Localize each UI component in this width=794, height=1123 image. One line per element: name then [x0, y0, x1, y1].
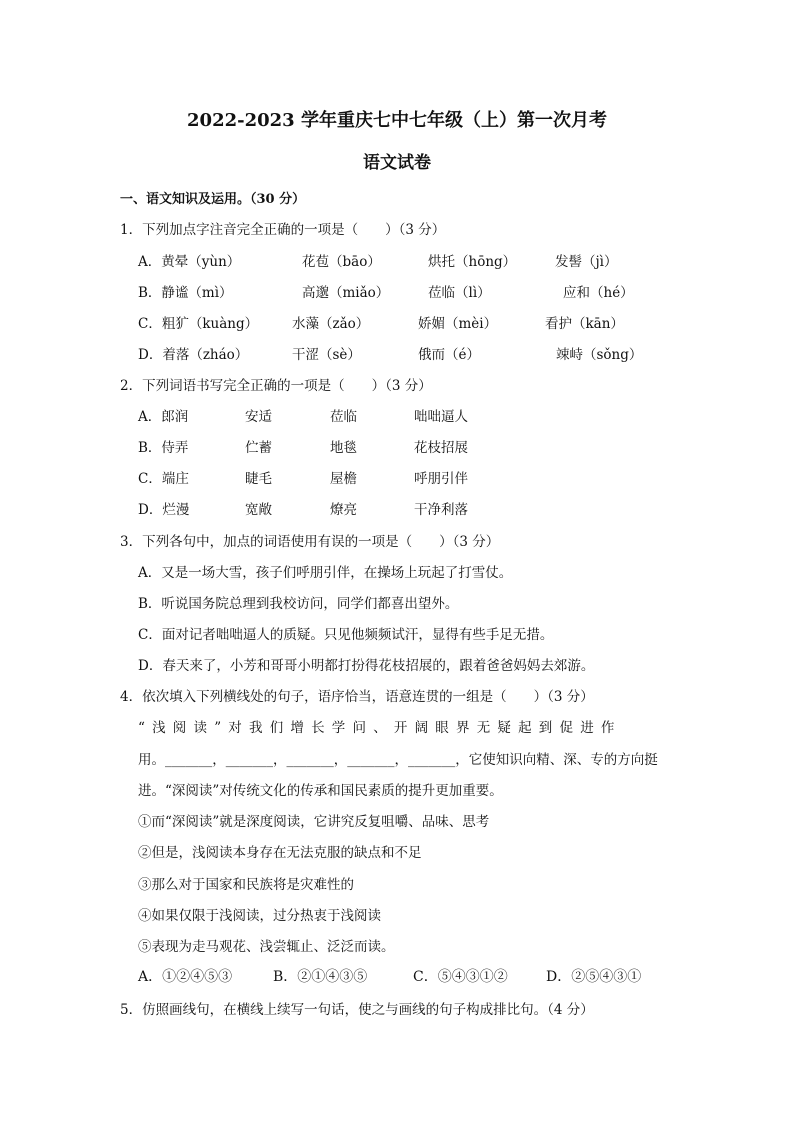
q2-option-b-2: 伫蓄	[245, 440, 272, 456]
q1-option-d-2: 干涩（sè）	[292, 347, 361, 363]
q2-option-c-4: 呼朋引伴	[414, 471, 468, 487]
q2-option-a-2: 安适	[245, 409, 272, 425]
q2-option-c-3: 屋檐	[330, 471, 357, 487]
q1-option-d-3: 俄而（é）	[418, 347, 480, 363]
q4-item-3: ③那么对于国家和民族将是灾难性的	[138, 877, 354, 893]
question-3-stem: 3．下列各句中，加点的词语使用有误的一项是（ ）（3 分）	[120, 534, 500, 550]
q4-choice-a: A．①②④⑤③	[138, 969, 233, 985]
q2-option-a-1: A．郎润	[138, 409, 189, 425]
q1-option-a-4: 发髻（jì）	[555, 254, 618, 270]
q1-option-c-3: 娇媚（mèi）	[418, 316, 498, 332]
q4-passage-line-1: “浅阅读”对我们增长学问、开阔眼界无疑起到促进作	[138, 720, 622, 736]
q4-choice-c: C．⑤④③①②	[413, 969, 508, 985]
q4-choice-b: B．②①④③⑤	[273, 969, 368, 985]
q1-option-b-4: 应和（hé）	[563, 285, 634, 301]
q2-option-d-3: 燎亮	[330, 502, 357, 518]
q4-item-4: ④如果仅限于浅阅读，过分热衷于浅阅读	[138, 908, 381, 924]
q2-option-a-3: 莅临	[330, 409, 357, 425]
q2-option-b-3: 地毯	[330, 440, 357, 456]
question-1-stem: 1．下列加点字注音完全正确的一项是（ ）（3 分）	[120, 222, 446, 238]
q2-option-b-4: 花枝招展	[414, 440, 468, 456]
q3-option-b: B．听说国务院总理到我校访问，同学们都喜出望外。	[138, 596, 459, 612]
q1-option-b-2: 高邈（miǎo）	[302, 285, 390, 301]
q1-option-a-2: 花苞（bāo）	[302, 254, 381, 270]
exam-title: 2022-2023 学年重庆七中七年级（上）第一次月考	[187, 110, 607, 131]
q1-option-b-1: B．静谧（mì）	[138, 285, 233, 301]
q2-option-c-2: 睫毛	[245, 471, 272, 487]
q1-option-d-4: 竦峙（sǒng）	[556, 347, 643, 363]
q2-option-b-1: B．侍弄	[138, 440, 189, 456]
q4-choice-d: D．②⑤④③①	[546, 969, 642, 985]
q2-option-d-2: 宽敞	[245, 502, 272, 518]
question-4-stem: 4．依次填入下列横线处的句子，语序恰当，语意连贯的一组是（ ）（3 分）	[120, 689, 594, 705]
q1-option-c-4: 看护（kān）	[545, 316, 624, 332]
q4-item-2: ②但是，浅阅读本身存在无法克服的缺点和不足	[138, 845, 422, 861]
q2-option-a-4: 咄咄逼人	[414, 409, 468, 425]
q2-option-d-1: D．烂漫	[138, 502, 190, 518]
question-5-stem: 5．仿照画线句，在横线上续写一句话，使之与画线的句子构成排比句。（4 分）	[120, 1002, 594, 1018]
q3-option-a: A．又是一场大雪，孩子们呼朋引伴，在操场上玩起了打雪仗。	[138, 565, 513, 581]
section-heading: 一、语文知识及运用。（30 分）	[120, 192, 306, 207]
q4-item-5: ⑤表现为走马观花、浅尝辄止、泛泛而读。	[138, 939, 395, 955]
q4-item-1: ①而“深阅读”就是深度阅读，它讲究反复咀嚼、品味、思考	[138, 814, 490, 830]
q4-passage-line-3: 进。“深阅读”对传统文化的传承和国民素质的提升更加重要。	[138, 783, 503, 799]
q3-option-d: D．春天来了，小芳和哥哥小明都打扮得花枝招展的，跟着爸爸妈妈去郊游。	[138, 658, 595, 674]
exam-subtitle: 语文试卷	[363, 153, 431, 173]
q2-option-d-4: 干净利落	[414, 502, 468, 518]
question-2-stem: 2．下列词语书写完全正确的一项是（ ）（3 分）	[120, 378, 432, 394]
q3-option-c: C．面对记者咄咄逼人的质疑。只见他频频试汗，显得有些手足无措。	[138, 627, 554, 643]
q1-option-a-1: A．黄晕（yùn）	[138, 254, 241, 270]
q2-option-c-1: C．端庄	[138, 471, 189, 487]
q1-option-a-3: 烘托（hōng）	[428, 254, 517, 270]
q4-passage-line-2: 用。_______，_______，_______，_______，_______，它使知识向精、深、专的方向挺	[138, 752, 658, 768]
q1-option-c-2: 水藻（zǎo）	[292, 316, 370, 332]
q1-option-b-3: 莅临（lì）	[428, 285, 491, 301]
q1-option-c-1: C．粗犷（kuàng）	[138, 316, 259, 332]
q1-option-d-1: D．着落（zháo）	[138, 347, 249, 363]
